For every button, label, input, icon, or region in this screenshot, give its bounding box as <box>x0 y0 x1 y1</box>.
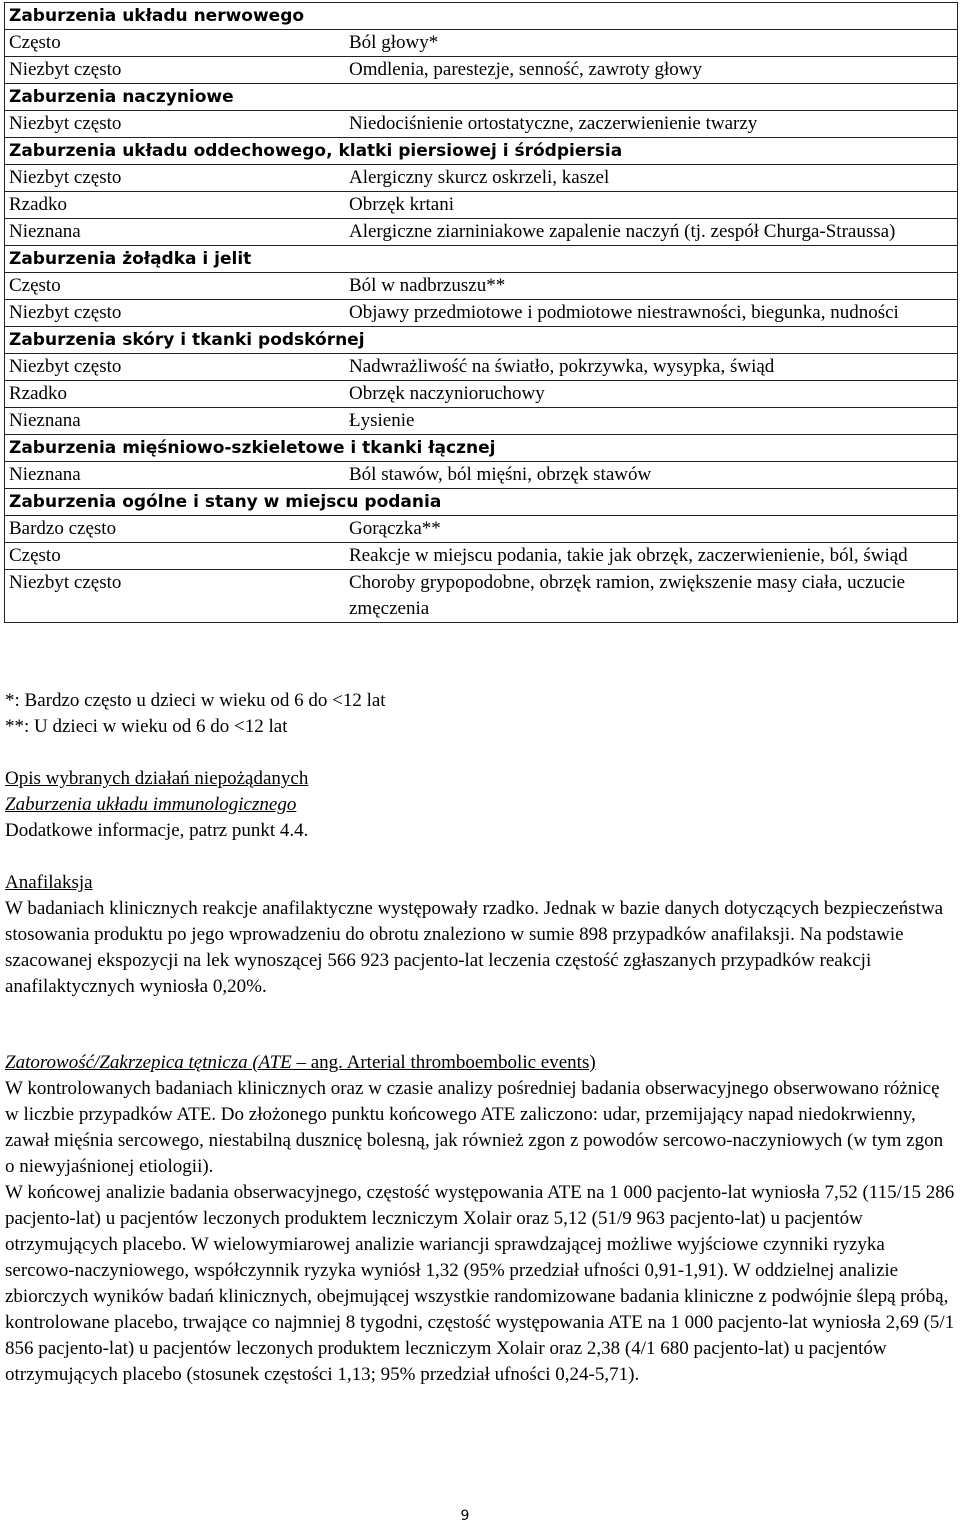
frequency-cell: Bardzo często <box>5 516 340 543</box>
table-row <box>5 462 958 489</box>
page-number: 9 <box>460 1508 470 1524</box>
selected-reactions-section <box>5 766 955 844</box>
table-row <box>5 192 958 219</box>
soc-heading-row <box>5 3 958 30</box>
ate-heading <box>5 1050 955 1076</box>
anaphylaxis-section <box>5 870 955 1000</box>
soc-heading-row <box>5 84 958 111</box>
soc-heading-row <box>5 435 958 462</box>
table-row <box>5 165 958 192</box>
soc-heading: Zaburzenia układu oddechowego, klatki piersiowej i śródpiersia <box>5 138 958 165</box>
anaphylaxis-text: W badaniach klinicznych reakcje anafilaktyczne występowały rzadko. Jednak w bazie danych dotyczących bezpieczeństwa stosowania produktu po jego wprowadzeniu do obrotu znaleziono w sumie 898 przypadków anafilaksji. Na podstawie szacowanej ekspozycji na lek wynoszącej 566 923 pacjento-lat leczenia częstość zgłaszanych przypadków reakcji anafilaktycznych wyniosła 0,20%. <box>5 898 944 997</box>
reaction-cell: Choroby grypopodobne, obrzęk ramion, zwiększenie masy ciała, uczucie zmęczenia <box>339 570 958 623</box>
reaction-cell: Reakcje w miejscu podania, takie jak obrzęk, zaczerwienienie, ból, świąd <box>339 543 958 570</box>
reaction-cell: Alergiczny skurcz oskrzeli, kaszel <box>339 165 958 192</box>
frequency-cell: Niezbyt często <box>5 57 340 84</box>
frequency-cell: Często <box>5 543 340 570</box>
soc-heading-row <box>5 489 958 516</box>
soc-heading: Zaburzenia ogólne i stany w miejscu podania <box>5 489 958 516</box>
ate-paragraph-2: W końcowej analizie badania obserwacyjnego, częstość występowania ATE na 1 000 pacjento-lat wyniosła 7,52 (115/15 286 pacjento-lat) u pacjentów leczonych produktem leczniczym Xolair oraz 5,12 (51/9 963 pacjento-lat) u pacjentów otrzymujących placebo. W wielowymiarowej analizie wariancji sprawdzającej możliwe wyjściowe czynniki ryzyka sercowo-naczyniowego, współczynnik ryzyka wyniósł 1,32 (95% przedział ufności 0,91-1,91). W oddzielnej analizie zbiorczych wyników badań klinicznych, obejmującej wszystkie randomizowane badania kliniczne z podwójnie ślepą próbą, kontrolowane placebo, trwające co najmniej 8 tygodni, częstość występowania ATE na 1 000 pacjento-lat wyniosła 2,69 (5/1 856 pacjento-lat) u pacjentów leczonych produktem leczniczym Xolair oraz 2,38 (4/1 680 pacjento-lat) u pacjentów otrzymujących placebo (stosunek częstości 1,13; 95% przedział ufności 0,24-5,71). <box>5 1182 955 1385</box>
section-subtitle: Zaburzenia układu immunologicznego <box>5 794 297 815</box>
table-row <box>5 570 958 623</box>
section-title: Opis wybranych działań niepożądanych <box>5 768 309 789</box>
reaction-cell: Objawy przedmiotowe i podmiotowe niestrawności, biegunka, nudności <box>339 300 958 327</box>
frequency-cell: Niezbyt często <box>5 300 340 327</box>
table-row <box>5 543 958 570</box>
reaction-cell: Łysienie <box>339 408 958 435</box>
frequency-cell: Niezbyt często <box>5 570 340 623</box>
soc-heading: Zaburzenia żołądka i jelit <box>5 246 958 273</box>
frequency-cell: Często <box>5 30 340 57</box>
frequency-cell: Rzadko <box>5 381 340 408</box>
ate-heading-italic: Zatorowość/Zakrzepica tętnicza (ATE <box>5 1052 292 1073</box>
frequency-cell: Często <box>5 273 340 300</box>
ate-section <box>5 1050 955 1388</box>
anaphylaxis-heading: Anafilaksja <box>5 872 93 893</box>
reaction-cell: Ból w nadbrzuszu** <box>339 273 958 300</box>
reaction-cell: Gorączka** <box>339 516 958 543</box>
table-row <box>5 381 958 408</box>
table-row <box>5 516 958 543</box>
table-row <box>5 57 958 84</box>
reaction-cell: Obrzęk krtani <box>339 192 958 219</box>
ate-heading-rest: – ang. Arterial thromboembolic events) <box>291 1052 596 1073</box>
frequency-cell: Nieznana <box>5 219 340 246</box>
reaction-cell: Alergiczne ziarniniakowe zapalenie naczyń (tj. zespół Churga-Straussa) <box>339 219 958 246</box>
frequency-cell: Niezbyt często <box>5 354 340 381</box>
adverse-reactions-table <box>4 2 958 623</box>
reaction-cell: Ból głowy* <box>339 30 958 57</box>
frequency-cell: Niezbyt często <box>5 165 340 192</box>
frequency-cell: Nieznana <box>5 408 340 435</box>
frequency-cell: Nieznana <box>5 462 340 489</box>
table-row <box>5 219 958 246</box>
adverse-reactions-table-body <box>5 3 958 623</box>
soc-heading: Zaburzenia naczyniowe <box>5 84 958 111</box>
table-row <box>5 111 958 138</box>
frequency-cell: Niezbyt często <box>5 111 340 138</box>
footnote-1: *: Bardzo często u dzieci w wieku od 6 do <12 lat <box>5 690 386 711</box>
table-row <box>5 354 958 381</box>
reaction-cell: Obrzęk naczynioruchowy <box>339 381 958 408</box>
soc-heading-row <box>5 327 958 354</box>
soc-heading: Zaburzenia mięśniowo-szkieletowe i tkanki łącznej <box>5 435 958 462</box>
footnotes <box>5 688 955 740</box>
soc-heading-row <box>5 246 958 273</box>
reaction-cell: Ból stawów, ból mięśni, obrzęk stawów <box>339 462 958 489</box>
reaction-cell: Nadwrażliwość na światło, pokrzywka, wysypka, świąd <box>339 354 958 381</box>
table-row <box>5 273 958 300</box>
ate-paragraph-1: W kontrolowanych badaniach klinicznych oraz w czasie analizy pośredniej badania obserwacyjnego obserwowano różnicę w liczbie przypadków ATE. Do złożonego punktu końcowego ATE zaliczono: udar, przemijający napad niedokrwienny, zawał mięśnia sercowego, niestabilną dusznicę bolesną, jak również zgon z powodów sercowo-naczyniowych (w tym zgon o niewyjaśnionej etiologii). <box>5 1078 944 1177</box>
soc-heading: Zaburzenia układu nerwowego <box>5 3 958 30</box>
reaction-cell: Omdlenia, parestezje, senność, zawroty głowy <box>339 57 958 84</box>
section-note: Dodatkowe informacje, patrz punkt 4.4. <box>5 820 309 841</box>
table-row <box>5 30 958 57</box>
frequency-cell: Rzadko <box>5 192 340 219</box>
table-row <box>5 408 958 435</box>
reaction-cell: Niedociśnienie ortostatyczne, zaczerwienienie twarzy <box>339 111 958 138</box>
footnote-2: **: U dzieci w wieku od 6 do <12 lat <box>5 716 288 737</box>
soc-heading: Zaburzenia skóry i tkanki podskórnej <box>5 327 958 354</box>
table-row <box>5 300 958 327</box>
soc-heading-row <box>5 138 958 165</box>
